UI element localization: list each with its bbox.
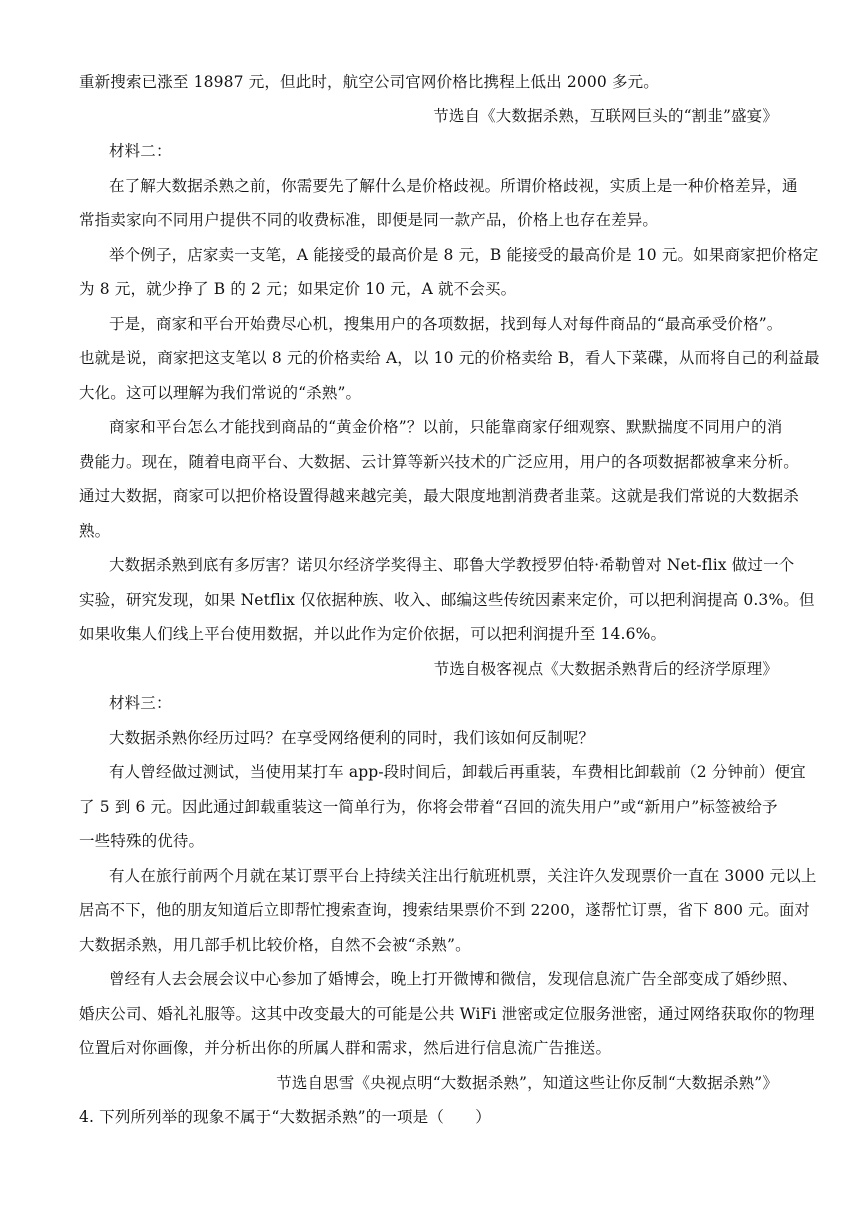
paragraph-line: 实验，研究发现，如果 Netflix 仅依据种族、收入、邮编这些传统因素来定价，可以把利润提高 0.3%。但	[79, 591, 815, 609]
paragraph-line: 商家和平台怎么才能找到商品的“黄金价格”？以前，只能靠商家仔细观察、默默揣度不同用户的消	[109, 418, 783, 436]
paragraph-line: 大数据杀熟，用几部手机比较价格，自然不会被“杀熟”。	[79, 936, 471, 954]
paragraph-line: 费能力。现在，随着电商平台、大数据、云计算等新兴技术的广泛应用，用户的各项数据都被拿来分析。	[79, 453, 799, 471]
source-citation: 节选自极客视点《大数据杀熟背后的经济学原理》	[433, 660, 778, 678]
paragraph-line: 常指卖家向不同用户提供不同的收费标准，即便是同一款产品，价格上也存在差异。	[79, 211, 659, 229]
paragraph-line: 大化。这可以理解为我们常说的“杀熟”。	[79, 384, 362, 402]
paragraph-line: 为 8 元，就少挣了 B 的 2 元；如果定价 10 元，A 就不会买。	[79, 280, 517, 298]
paragraph-line: 位置后对你画像，并分析出你的所属人群和需求，然后进行信息流广告推送。	[79, 1039, 612, 1057]
paragraph-line: 举个例子，店家卖一支笔，A 能接受的最高价是 8 元，B 能接受的最高价是 10 元。如果商家把价格定	[109, 246, 819, 264]
section-heading: 材料三：	[109, 694, 172, 712]
paragraph-line: 熟。	[79, 522, 111, 540]
paragraph-line: 有人曾经做过测试，当使用某打车 app-段时间后，卸载后再重装，车费相比卸载前（2 分钟前）便宜	[109, 763, 806, 781]
source-citation: 节选自《大数据杀熟，互联网巨头的“割韭”盛宴》	[433, 107, 778, 125]
paragraph-line: 也就是说，商家把这支笔以 8 元的价格卖给 A，以 10 元的价格卖给 B，看人下菜碟，从而将自己的利益最	[79, 349, 820, 367]
paragraph-line: 通过大数据，商家可以把价格设置得越来越完美，最大限度地割消费者韭菜。这就是我们常说的大数据杀	[79, 487, 799, 505]
paragraph-line: 有人在旅行前两个月就在某订票平台上持续关注出行航班机票，关注许久发现票价一直在 3000 元以上	[109, 867, 817, 885]
paragraph-line: 了 5 到 6 元。因此通过卸载重装这一简单行为，你将会带着“召回的流失用户”或“新用户”标签被给予	[79, 798, 778, 816]
paragraph-line: 在了解大数据杀熟之前，你需要先了解什么是价格歧视。所谓价格歧视，实质上是一种价格差异，通	[109, 177, 798, 195]
paragraph-line: 曾经有人去会展会议中心参加了婚博会，晚上打开微博和微信，发现信息流广告全部变成了婚纱照、	[109, 970, 798, 988]
question-stem: 4. 下列所列举的现象不属于“大数据杀熟”的一项是（ ）	[79, 1108, 491, 1126]
paragraph-line: 居高不下，他的朋友知道后立即帮忙搜索查询，搜索结果票价不到 2200，遂帮忙订票，省下 800 元。面对	[79, 901, 810, 919]
paragraph-line: 大数据杀熟到底有多厉害？诺贝尔经济学奖得主、耶鲁大学教授罗伯特·希勒曾对 Net-flix 做过一个	[109, 556, 795, 574]
paragraph-line: 婚庆公司、婚礼礼服等。这其中改变最大的可能是公共 WiFi 泄密或定位服务泄密，通过网络获取你的物理	[79, 1005, 815, 1023]
paragraph-line: 重新搜索已涨至 18987 元，但此时，航空公司官网价格比携程上低出 2000 多元。	[79, 73, 659, 91]
section-heading: 材料二：	[109, 142, 172, 160]
source-citation: 节选自思雪《央视点明“大数据杀熟”，知道这些让你反制“大数据杀熟”》	[276, 1074, 778, 1092]
paragraph-line: 于是，商家和平台开始费尽心机，搜集用户的各项数据，找到每人对每件商品的“最高承受价格”。	[109, 315, 783, 333]
paragraph-line: 一些特殊的优待。	[79, 832, 205, 850]
paragraph-line: 大数据杀熟你经历过吗？在享受网络便利的同时，我们该如何反制呢？	[109, 729, 595, 747]
paragraph-line: 如果收集人们线上平台使用数据，并以此作为定价依据，可以把利润提升至 14.6%。	[79, 625, 667, 643]
